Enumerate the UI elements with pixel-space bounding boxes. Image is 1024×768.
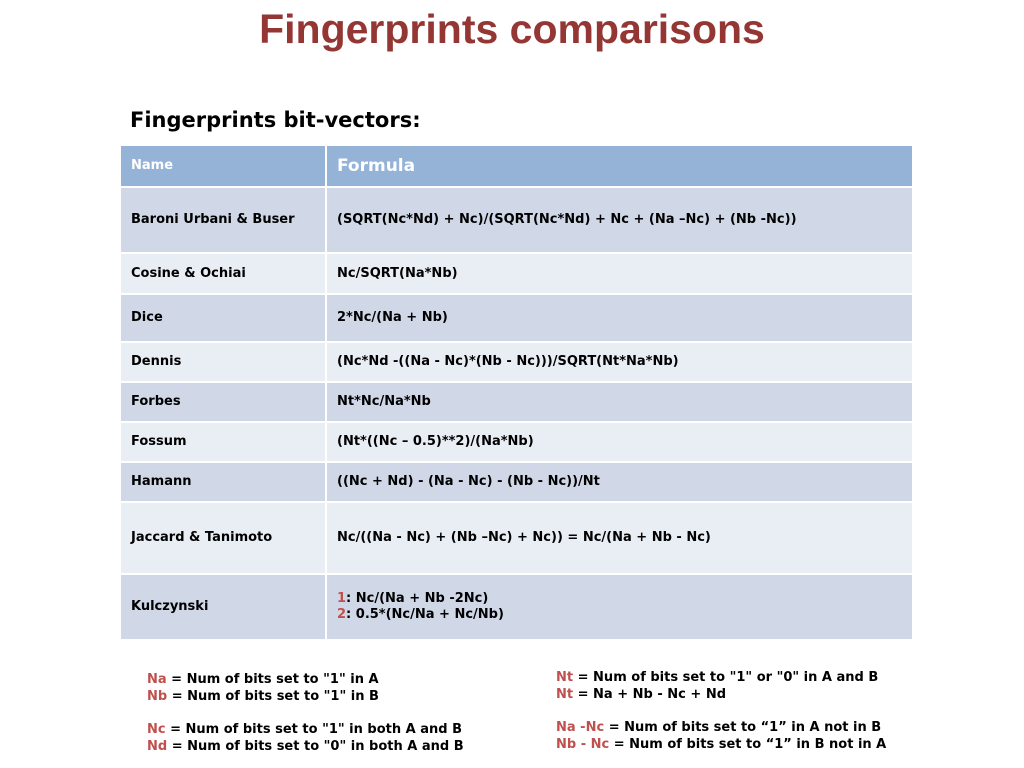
legend-key: Nt — [556, 670, 574, 685]
row-formula: Nc/((Na - Nc) + (Nb –Nc) + Nc)) = Nc/(Na + Nb - Nc) — [326, 502, 913, 574]
legend-text: = Num of bits set to "1" in A — [166, 672, 379, 687]
legend-text: = Num of bits set to "1" in both A and B — [165, 722, 463, 737]
legend-text: = Num of bits set to “1” in B not in A — [609, 737, 887, 752]
legend-item — [147, 738, 464, 755]
row-name: Fossum — [120, 422, 326, 462]
legend-item — [556, 736, 886, 753]
formula-number: 2 — [337, 607, 347, 622]
row-name: Dice — [120, 294, 326, 342]
table-row — [120, 422, 913, 462]
legend-text: = Num of bits set to “1” in A not in B — [604, 720, 882, 735]
table-row — [120, 187, 913, 253]
row-formula: (Nt*((Nc – 0.5)**2)/(Na*Nb) — [326, 422, 913, 462]
row-name: Kulczynski — [120, 574, 326, 640]
table-row — [120, 253, 913, 294]
legend-key: Nd — [147, 739, 168, 754]
legend-key: Nc — [147, 722, 166, 737]
row-formula: (Nc*Nd -((Na - Nc)*(Nb - Nc)))/SQRT(Nt*Na*Nb) — [326, 342, 913, 382]
row-name: Dennis — [120, 342, 326, 382]
header-formula: Formula — [326, 145, 913, 187]
table-row — [120, 382, 913, 422]
row-formula: Nt*Nc/Na*Nb — [326, 382, 913, 422]
table-row — [120, 342, 913, 382]
legend-item — [147, 688, 464, 705]
row-name: Forbes — [120, 382, 326, 422]
table-row — [120, 574, 913, 640]
legend-text: = Na + Nb - Nc + Nd — [573, 687, 726, 702]
formula-table — [119, 144, 914, 641]
row-formula — [326, 574, 913, 640]
formula-line-2 — [337, 607, 912, 623]
legend-text: = Num of bits set to "1" or "0" in A and B — [573, 670, 879, 685]
table-row — [120, 502, 913, 574]
legend-right — [556, 669, 886, 753]
legend-item — [556, 686, 886, 703]
legend-text: = Num of bits set to "0" in both A and B — [167, 739, 464, 754]
row-name: Jaccard & Tanimoto — [120, 502, 326, 574]
legend-key: Na — [147, 672, 167, 687]
table-header-row — [120, 145, 913, 187]
formula-text: : 0.5*(Nc/Na + Nc/Nb) — [346, 607, 504, 622]
legend-key: Nt — [556, 687, 574, 702]
row-formula: (SQRT(Nc*Nd) + Nc)/(SQRT(Nc*Nd) + Nc + (Na –Nc) + (Nb -Nc)) — [326, 187, 913, 253]
formula-text: : Nc/(Na + Nb -2Nc) — [346, 591, 489, 606]
legend-key: Nb — [147, 689, 168, 704]
row-name: Baroni Urbani & Buser — [120, 187, 326, 253]
legend-key: Nb - Nc — [556, 737, 610, 752]
row-formula: 2*Nc/(Na + Nb) — [326, 294, 913, 342]
slide-title: Fingerprints comparisons — [259, 6, 765, 52]
table-row — [120, 462, 913, 502]
legend-text: = Num of bits set to "1" in B — [167, 689, 379, 704]
legend-item — [147, 671, 464, 688]
header-name: Name — [120, 145, 326, 187]
table-row — [120, 294, 913, 342]
section-subtitle: Fingerprints bit-vectors: — [130, 108, 421, 132]
legend-item — [556, 669, 886, 686]
legend-item — [147, 721, 464, 738]
formula-number: 1 — [337, 591, 347, 606]
row-name: Cosine & Ochiai — [120, 253, 326, 294]
row-formula: ((Nc + Nd) - (Na - Nc) - (Nb - Nc))/Nt — [326, 462, 913, 502]
row-name: Hamann — [120, 462, 326, 502]
legend-item — [556, 719, 886, 736]
row-formula: Nc/SQRT(Na*Nb) — [326, 253, 913, 294]
legend-left — [147, 671, 464, 755]
legend-key: Na -Nc — [556, 720, 605, 735]
formula-line-1 — [337, 591, 912, 607]
